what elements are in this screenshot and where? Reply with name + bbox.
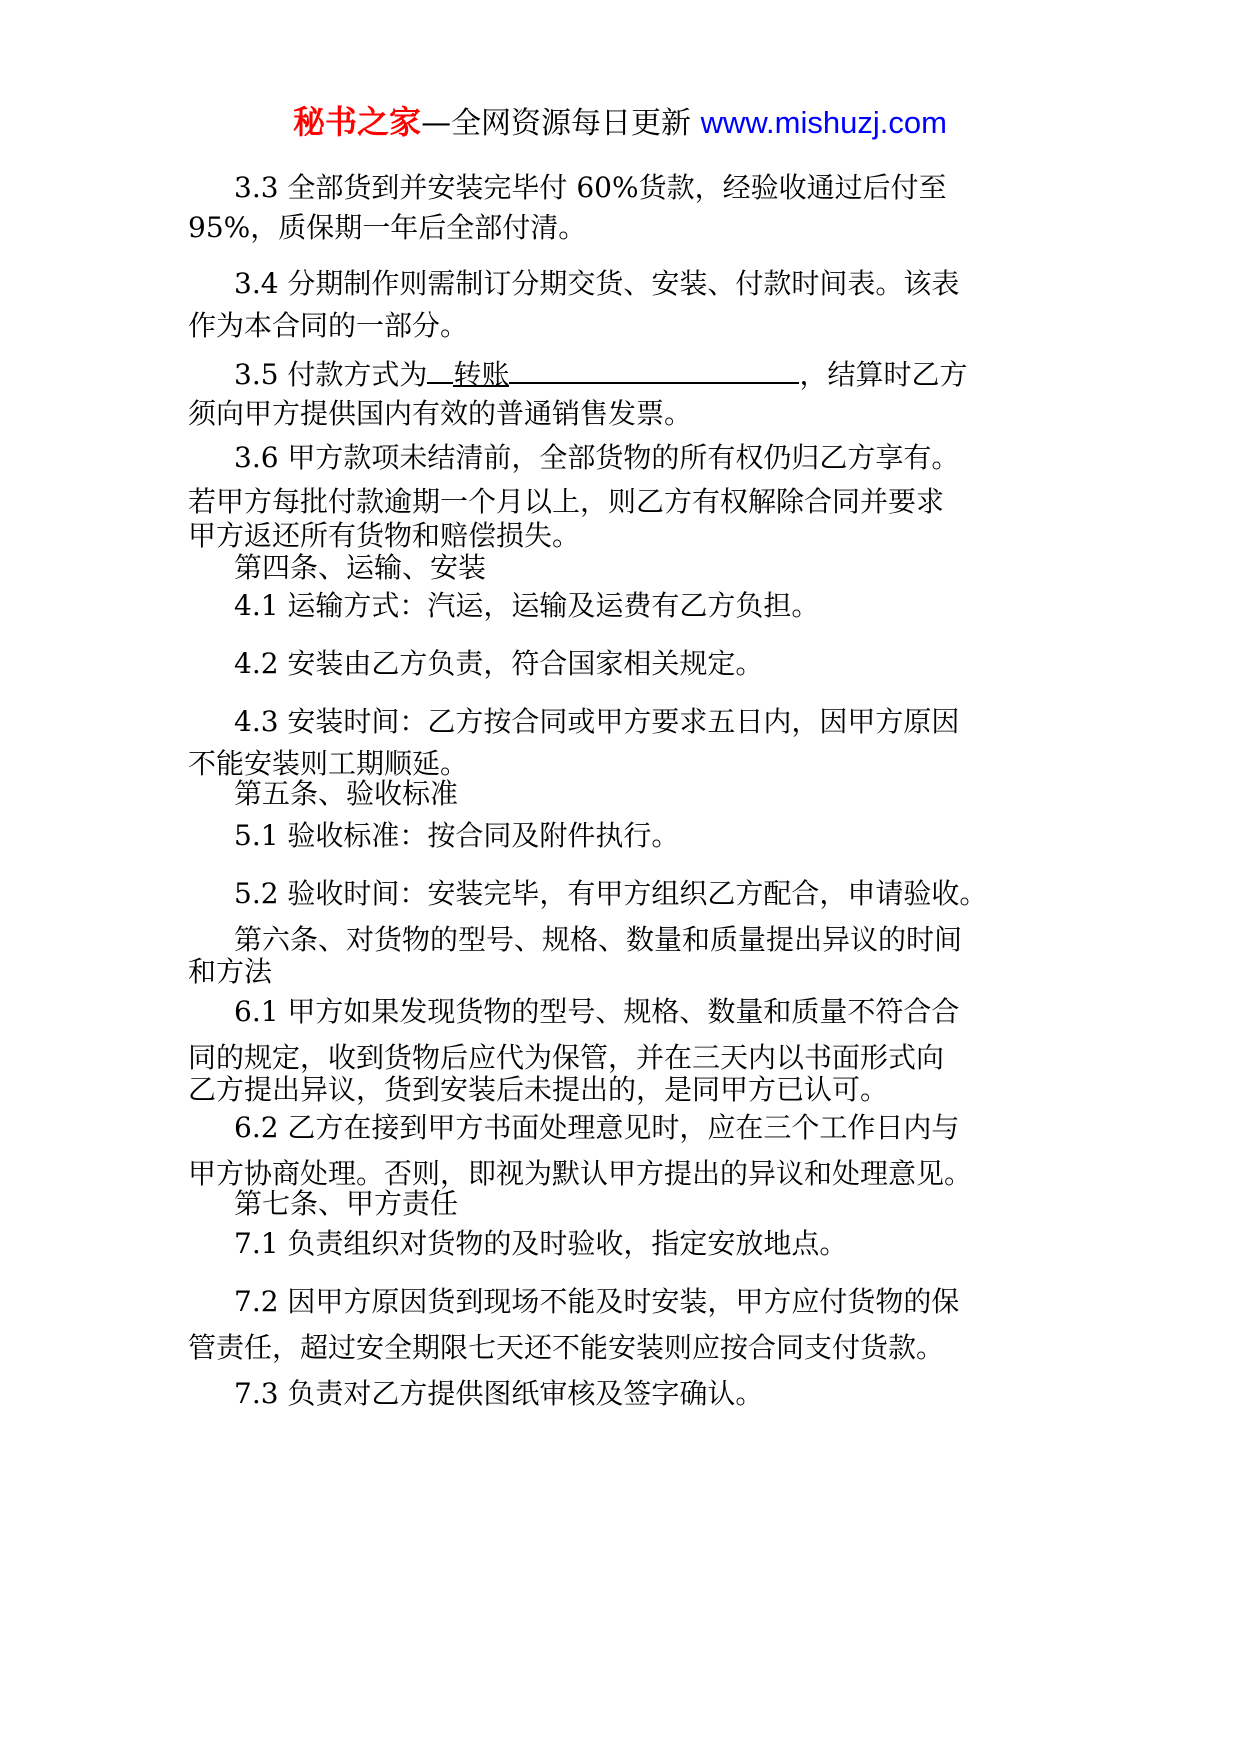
text-line: 4.1 运输方式：汽运，运输及运费有乙方负担。 [234, 589, 820, 622]
text-line: 第六条、对货物的型号、规格、数量和质量提出异议的时间 [234, 923, 963, 956]
clause-7-2 [188, 1284, 1054, 1366]
article-4-heading: 第四条、运输、安装 [234, 551, 487, 584]
header-slogan: —全网资源每日更新 [421, 106, 692, 141]
clause-5-2 [188, 876, 1054, 912]
text-line: 6.1 甲方如果发现货物的型号、规格、数量和质量不符合合 [234, 995, 960, 1028]
text-line: 须向甲方提供国内有效的普通销售发票。 [188, 397, 693, 430]
clause-3-3 [188, 170, 1054, 206]
text-line: 7.3 负责对乙方提供图纸审核及签字确认。 [234, 1377, 764, 1410]
payment-label: 3.5 付款方式为 [234, 358, 428, 391]
clause-3-6 [188, 440, 1054, 586]
text-line: 4.2 安装由乙方负责，符合国家相关规定。 [234, 647, 764, 680]
page-header [0, 102, 1240, 144]
payment-tail: ，结算时乙方 [799, 358, 968, 391]
clause-7-3 [188, 1376, 1054, 1412]
text-line: 5.1 验收标准：按合同及附件执行。 [234, 819, 680, 852]
text-line: 3.6 甲方款项未结清前，全部货物的所有权仍归乙方享有。 [234, 441, 960, 474]
text-line: 3.3 全部货到并安装完毕付 60%货款，经验收通过后付至 [234, 171, 947, 204]
clause-3-3-cont [188, 210, 1054, 246]
clause-3-5 [188, 354, 1054, 432]
clause-7-1 [188, 1226, 1054, 1262]
clause-6-2 [188, 1110, 1054, 1222]
text-line: 和方法 [188, 955, 273, 988]
clause-3-4 [188, 266, 1054, 344]
text-line: 7.2 因甲方原因货到现场不能及时安装，甲方应付货物的保 [234, 1285, 960, 1318]
text-line: 若甲方每批付款逾期一个月以上，则乙方有权解除合同并要求 [188, 485, 945, 518]
text-line: 作为本合同的一部分。 [188, 309, 469, 342]
text-line: 7.1 负责组织对货物的及时验收，指定安放地点。 [234, 1227, 848, 1260]
text-line: 管责任，超过安全期限七天还不能安装则应按合同支付货款。 [188, 1331, 945, 1364]
blank-underline [427, 354, 453, 384]
article-5-heading: 第五条、验收标准 [234, 777, 459, 810]
article-7-heading: 第七条、甲方责任 [234, 1187, 459, 1220]
text-line: 乙方提出异议，货到安装后未提出的，是同甲方已认可。 [188, 1073, 889, 1106]
payment-method-value: 转账 [453, 358, 510, 391]
clause-4-3 [188, 704, 1054, 812]
text-line: 同的规定，收到货物后应代为保管，并在三天内以书面形式向 [188, 1041, 945, 1074]
blank-underline [509, 354, 799, 384]
clause-4-2 [188, 646, 1054, 682]
clause-6-1 [188, 994, 1054, 1108]
text-line: 4.3 安装时间：乙方按合同或甲方要求五日内，因甲方原因 [234, 705, 960, 738]
clause-5-1 [188, 818, 1054, 854]
text-line: 3.4 分期制作则需制订分期交货、安装、付款时间表。该表 [234, 267, 960, 300]
text-line: 甲方协商处理。否则，即视为默认甲方提出的异议和处理意见。 [188, 1157, 973, 1190]
brand-name: 秘书之家 [293, 103, 422, 141]
article-6-heading [188, 922, 1054, 990]
header-url[interactable]: www.mishuzj.com [700, 105, 947, 140]
text-line [188, 354, 1054, 390]
text-line: 6.2 乙方在接到甲方书面处理意见时，应在三个工作日内与 [234, 1111, 960, 1144]
clause-4-1 [188, 588, 1054, 624]
text-line: 5.2 验收时间：安装完毕，有甲方组织乙方配合，申请验收。 [234, 877, 988, 910]
text-line: 不能安装则工期顺延。 [188, 747, 469, 780]
text-line: 甲方返还所有货物和赔偿损失。 [188, 519, 581, 552]
text-line: 95%，质保期一年后全部付清。 [188, 211, 587, 244]
